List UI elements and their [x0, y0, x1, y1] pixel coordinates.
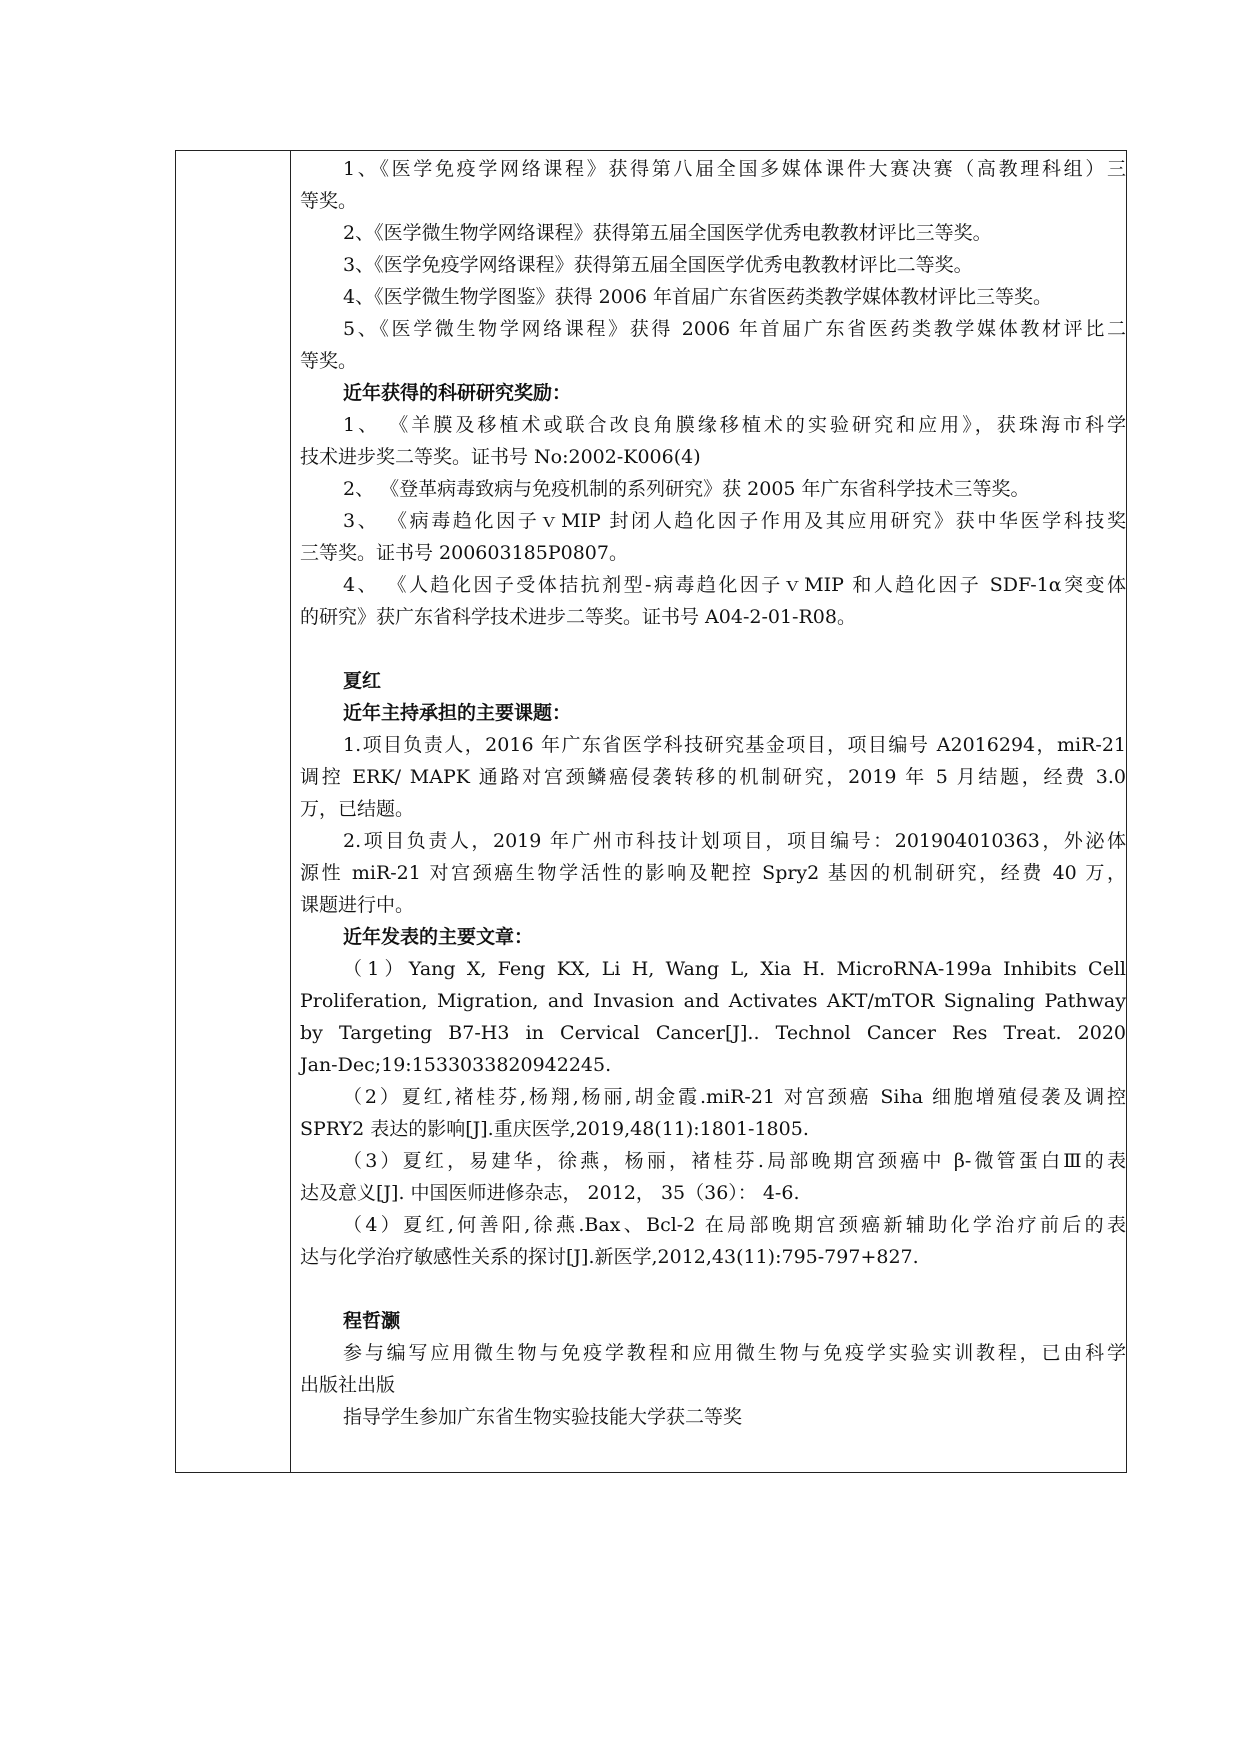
paper-4-line-2: 达与化学治疗敏感性关系的探讨[J].新医学,2012,43(11):795-797+827. [300, 1246, 919, 1268]
teaching-award-1-line-1: 1、《医学免疫学网络课程》获得第八届全国多媒体课件大赛决赛（高教理科组）三 [343, 158, 1126, 180]
research-awards-heading: 近年获得的科研研究奖励： [343, 382, 572, 404]
research-award-2: 2、 《登革病毒致病与免疫机制的系列研究》获 2005 年广东省科学技术三等奖。 [343, 478, 1030, 500]
teaching-award-4: 4、《医学微生物学图鉴》获得 2006 年首届广东省医药类教学媒体教材评比三等奖。 [343, 286, 1053, 308]
research-award-1-line-1: 1、 《羊膜及移植术或联合改良角膜缘移植术的实验研究和应用》，获珠海市科学 [343, 414, 1126, 436]
teaching-award-1-line-2: 等奖。 [300, 190, 358, 212]
project-1-line-2: 调控 ERK/ MAPK 通路对宫颈鳞癌侵袭转移的机制研究，2019 年 5 月结题，经费 3.0 [300, 766, 1126, 788]
paper-1-line-4: Jan-Dec;19:1533033820942245. [300, 1054, 612, 1076]
paper-2-line-2: SPRY2 表达的影响[J].重庆医学,2019,48(11):1801-1805. [300, 1118, 809, 1140]
person2-item-1-line-2: 出版社出版 [300, 1374, 396, 1396]
person2-name: 程哲灏 [343, 1310, 401, 1332]
teaching-award-5-line-2: 等奖。 [300, 350, 358, 372]
table-frame [175, 150, 1127, 1473]
teaching-award-2: 2、《医学微生物学网络课程》获得第五届全国医学优秀电教教材评比三等奖。 [343, 222, 992, 244]
person1-name: 夏红 [343, 670, 382, 692]
research-award-4-line-2: 的研究》获广东省科学技术进步二等奖。证书号 A04-2-01-R08。 [300, 606, 856, 628]
project-1-line-1: 1.项目负责人，2016 年广东省医学科技研究基金项目，项目编号 A2016294，miR-21 [343, 734, 1126, 756]
project-1-line-3: 万，已结题。 [300, 798, 415, 820]
research-award-4-line-1: 4、 《人趋化因子受体拮抗剂型-病毒趋化因子ｖMIP 和人趋化因子 SDF-1α突变体 [343, 574, 1126, 596]
teaching-award-5-line-1: 5、《医学微生物学网络课程》获得 2006 年首届广东省医药类教学媒体教材评比二 [343, 318, 1126, 340]
research-award-3-line-2: 三等奖。证书号 200603185P0807。 [300, 542, 628, 564]
project-2-line-3: 课题进行中。 [300, 894, 415, 916]
paper-1-line-2: Proliferation, Migration, and Invasion and Activates AKT/mTOR Signaling Pathway [300, 990, 1126, 1012]
teaching-award-3: 3、《医学免疫学网络课程》获得第五届全国医学优秀电教教材评比二等奖。 [343, 254, 973, 276]
person2-item-2: 指导学生参加广东省生物实验技能大学获二等奖 [343, 1406, 743, 1428]
paper-4-line-1: （4）夏红,何善阳,徐燕.Bax、Bcl-2 在局部晚期宫颈癌新辅助化学治疗前后的表 [343, 1214, 1126, 1236]
paper-3-line-1: （3）夏红，易建华，徐燕，杨丽，褚桂芬.局部晚期宫颈癌中 β-微管蛋白Ⅲ的表 [343, 1150, 1126, 1172]
paper-2-line-1: （2）夏红,褚桂芬,杨翔,杨丽,胡金霞.miR-21 对宫颈癌 Siha 细胞增殖侵袭及调控 [343, 1086, 1126, 1108]
person2-item-1-line-1: 参与编写应用微生物与免疫学教程和应用微生物与免疫学实验实训教程，已由科学 [343, 1342, 1126, 1364]
column-divider [290, 151, 291, 1472]
paper-1-line-1: （1）Yang X, Feng KX, Li H, Wang L, Xia H. MicroRNA-199a Inhibits Cell [343, 958, 1126, 980]
project-2-line-1: 2.项目负责人，2019 年广州市科技计划项目，项目编号：201904010363，外泌体 [343, 830, 1126, 852]
person1-projects-heading: 近年主持承担的主要课题： [343, 702, 572, 724]
project-2-line-2: 源性 miR-21 对宫颈癌生物学活性的影响及靶控 Spry2 基因的机制研究，经费 40 万， [300, 862, 1126, 884]
research-award-1-line-2: 技术进步奖二等奖。证书号 No:2002-K006(4) [300, 446, 701, 468]
paper-3-line-2: 达及意义[J]. 中国医师进修杂志， 2012， 35（36）： 4-6. [300, 1182, 800, 1204]
paper-1-line-3: by Targeting B7-H3 in Cervical Cancer[J].. Technol Cancer Res Treat. 2020 [300, 1022, 1126, 1044]
person1-papers-heading: 近年发表的主要文章： [343, 926, 534, 948]
research-award-3-line-1: 3、 《病毒趋化因子ｖMIP 封闭人趋化因子作用及其应用研究》获中华医学科技奖 [343, 510, 1126, 532]
